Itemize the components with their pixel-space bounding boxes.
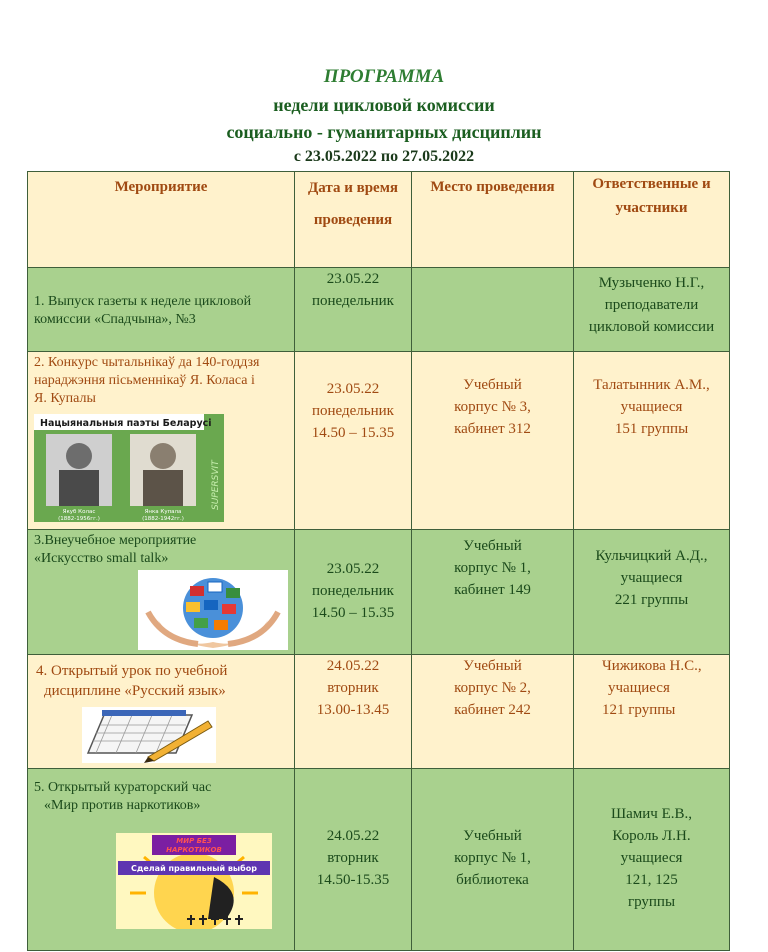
kupala-caption: Янка Купала — [144, 509, 182, 515]
header-date-line-2: проведения — [313, 212, 393, 228]
row3-date: 23.05.22 понедельник 14.50 – 15.35 — [295, 530, 412, 655]
globe-hands-image — [138, 570, 288, 650]
drug-free-title-line-1: МИР БЕЗ — [176, 837, 212, 845]
program-table — [27, 171, 730, 951]
row5-event: 5. Открытый кураторский час «Мир против наркотиков» МИР БЕЗ НАРКОТИКОВ Сделай правильный выбор — [28, 769, 295, 951]
row4-place: Учебный корпус № 2, кабинет 242 — [412, 655, 574, 769]
header-date-line-1: Дата и время — [307, 180, 399, 196]
drug-free-image — [116, 833, 272, 929]
header-responsible — [574, 172, 730, 268]
kupala-years: (1882-1942гг.) — [142, 516, 184, 522]
table-row — [28, 268, 730, 352]
table-row — [28, 769, 730, 951]
row5-responsible: Шамич Е.В., Король Л.Н. учащиеся 121, 125 группы — [574, 769, 730, 951]
row5-date: 24.05.22 вторник 14.50-15.35 — [295, 769, 412, 951]
table-row — [28, 655, 730, 769]
drug-free-banner: Сделай правильный выбор — [131, 864, 257, 873]
notebook-pencil-image — [82, 707, 216, 763]
header-event: Мероприятие — [28, 172, 295, 268]
table-header-row — [28, 172, 730, 268]
header-place: Место проведения — [412, 172, 574, 268]
row2-place: Учебный корпус № 3, кабинет 312 — [412, 352, 574, 530]
row4-date: 24.05.22 вторник 13.00-13.45 — [295, 655, 412, 769]
row1-date: 23.05.22 понедельник — [295, 268, 412, 352]
row1-responsible: Музыченко Н.Г., преподаватели цикловой комиссии — [574, 268, 730, 352]
poets-image-title: Нацыянальныя паэты Беларусі — [40, 418, 212, 429]
row1-place — [412, 268, 574, 352]
row2-date: 23.05.22 понедельник 14.50 – 15.35 — [295, 352, 412, 530]
row3-place: Учебный корпус № 1, кабинет 149 — [412, 530, 574, 655]
row2-responsible: Талатынник А.М., учащиеся 151 группы — [574, 352, 730, 530]
table-row — [28, 352, 730, 530]
kolas-caption: Якуб Колас — [62, 509, 96, 515]
row4-responsible: Чижикова Н.С., учащиеся 121 группы — [574, 655, 730, 769]
poets-image-side-text: SUPERSVIT — [211, 460, 221, 510]
header-resp-line-2: участники — [615, 200, 688, 216]
program-subtitle-line-2: недели цикловой комиссии — [273, 95, 495, 115]
poets-image — [34, 414, 224, 522]
header-resp-line-1: Ответственные и — [592, 176, 711, 192]
row3-event: 3.Внеучебное мероприятие «Искусство small talk» — [28, 530, 295, 655]
row1-event: 1. Выпуск газеты к неделе цикловой комиссии «Спадчына», №3 — [28, 268, 295, 352]
program-title: ПРОГРАММА — [323, 66, 445, 87]
row5-place: Учебный корпус № 1, библиотека — [412, 769, 574, 951]
row3-responsible: Кульчицкий А.Д., учащиеся 221 группы — [574, 530, 730, 655]
header-date — [295, 172, 412, 268]
kolas-years: (1882-1956гг.) — [58, 516, 100, 522]
program-subtitle-line-3: социально - гуманитарных дисциплин — [226, 122, 542, 142]
drug-free-title-line-2: НАРКОТИКОВ — [166, 846, 222, 854]
table-row — [28, 530, 730, 655]
row2-event: 2. Конкурс чытальнікаў да 140-годдзя нараджэння пісьменнікаў Я. Коласа і Я. Купалы Нацыянальныя паэты Беларусі Якуб Колас (1882-1956гг.) Янка Купала (1882-1942гг.) SUPERSVIT — [28, 352, 295, 530]
row4-event: 4. Открытый урок по учебной дисциплине «Русский язык» — [28, 655, 295, 769]
program-dates: с 23.05.2022 по 27.05.2022 — [293, 148, 475, 165]
